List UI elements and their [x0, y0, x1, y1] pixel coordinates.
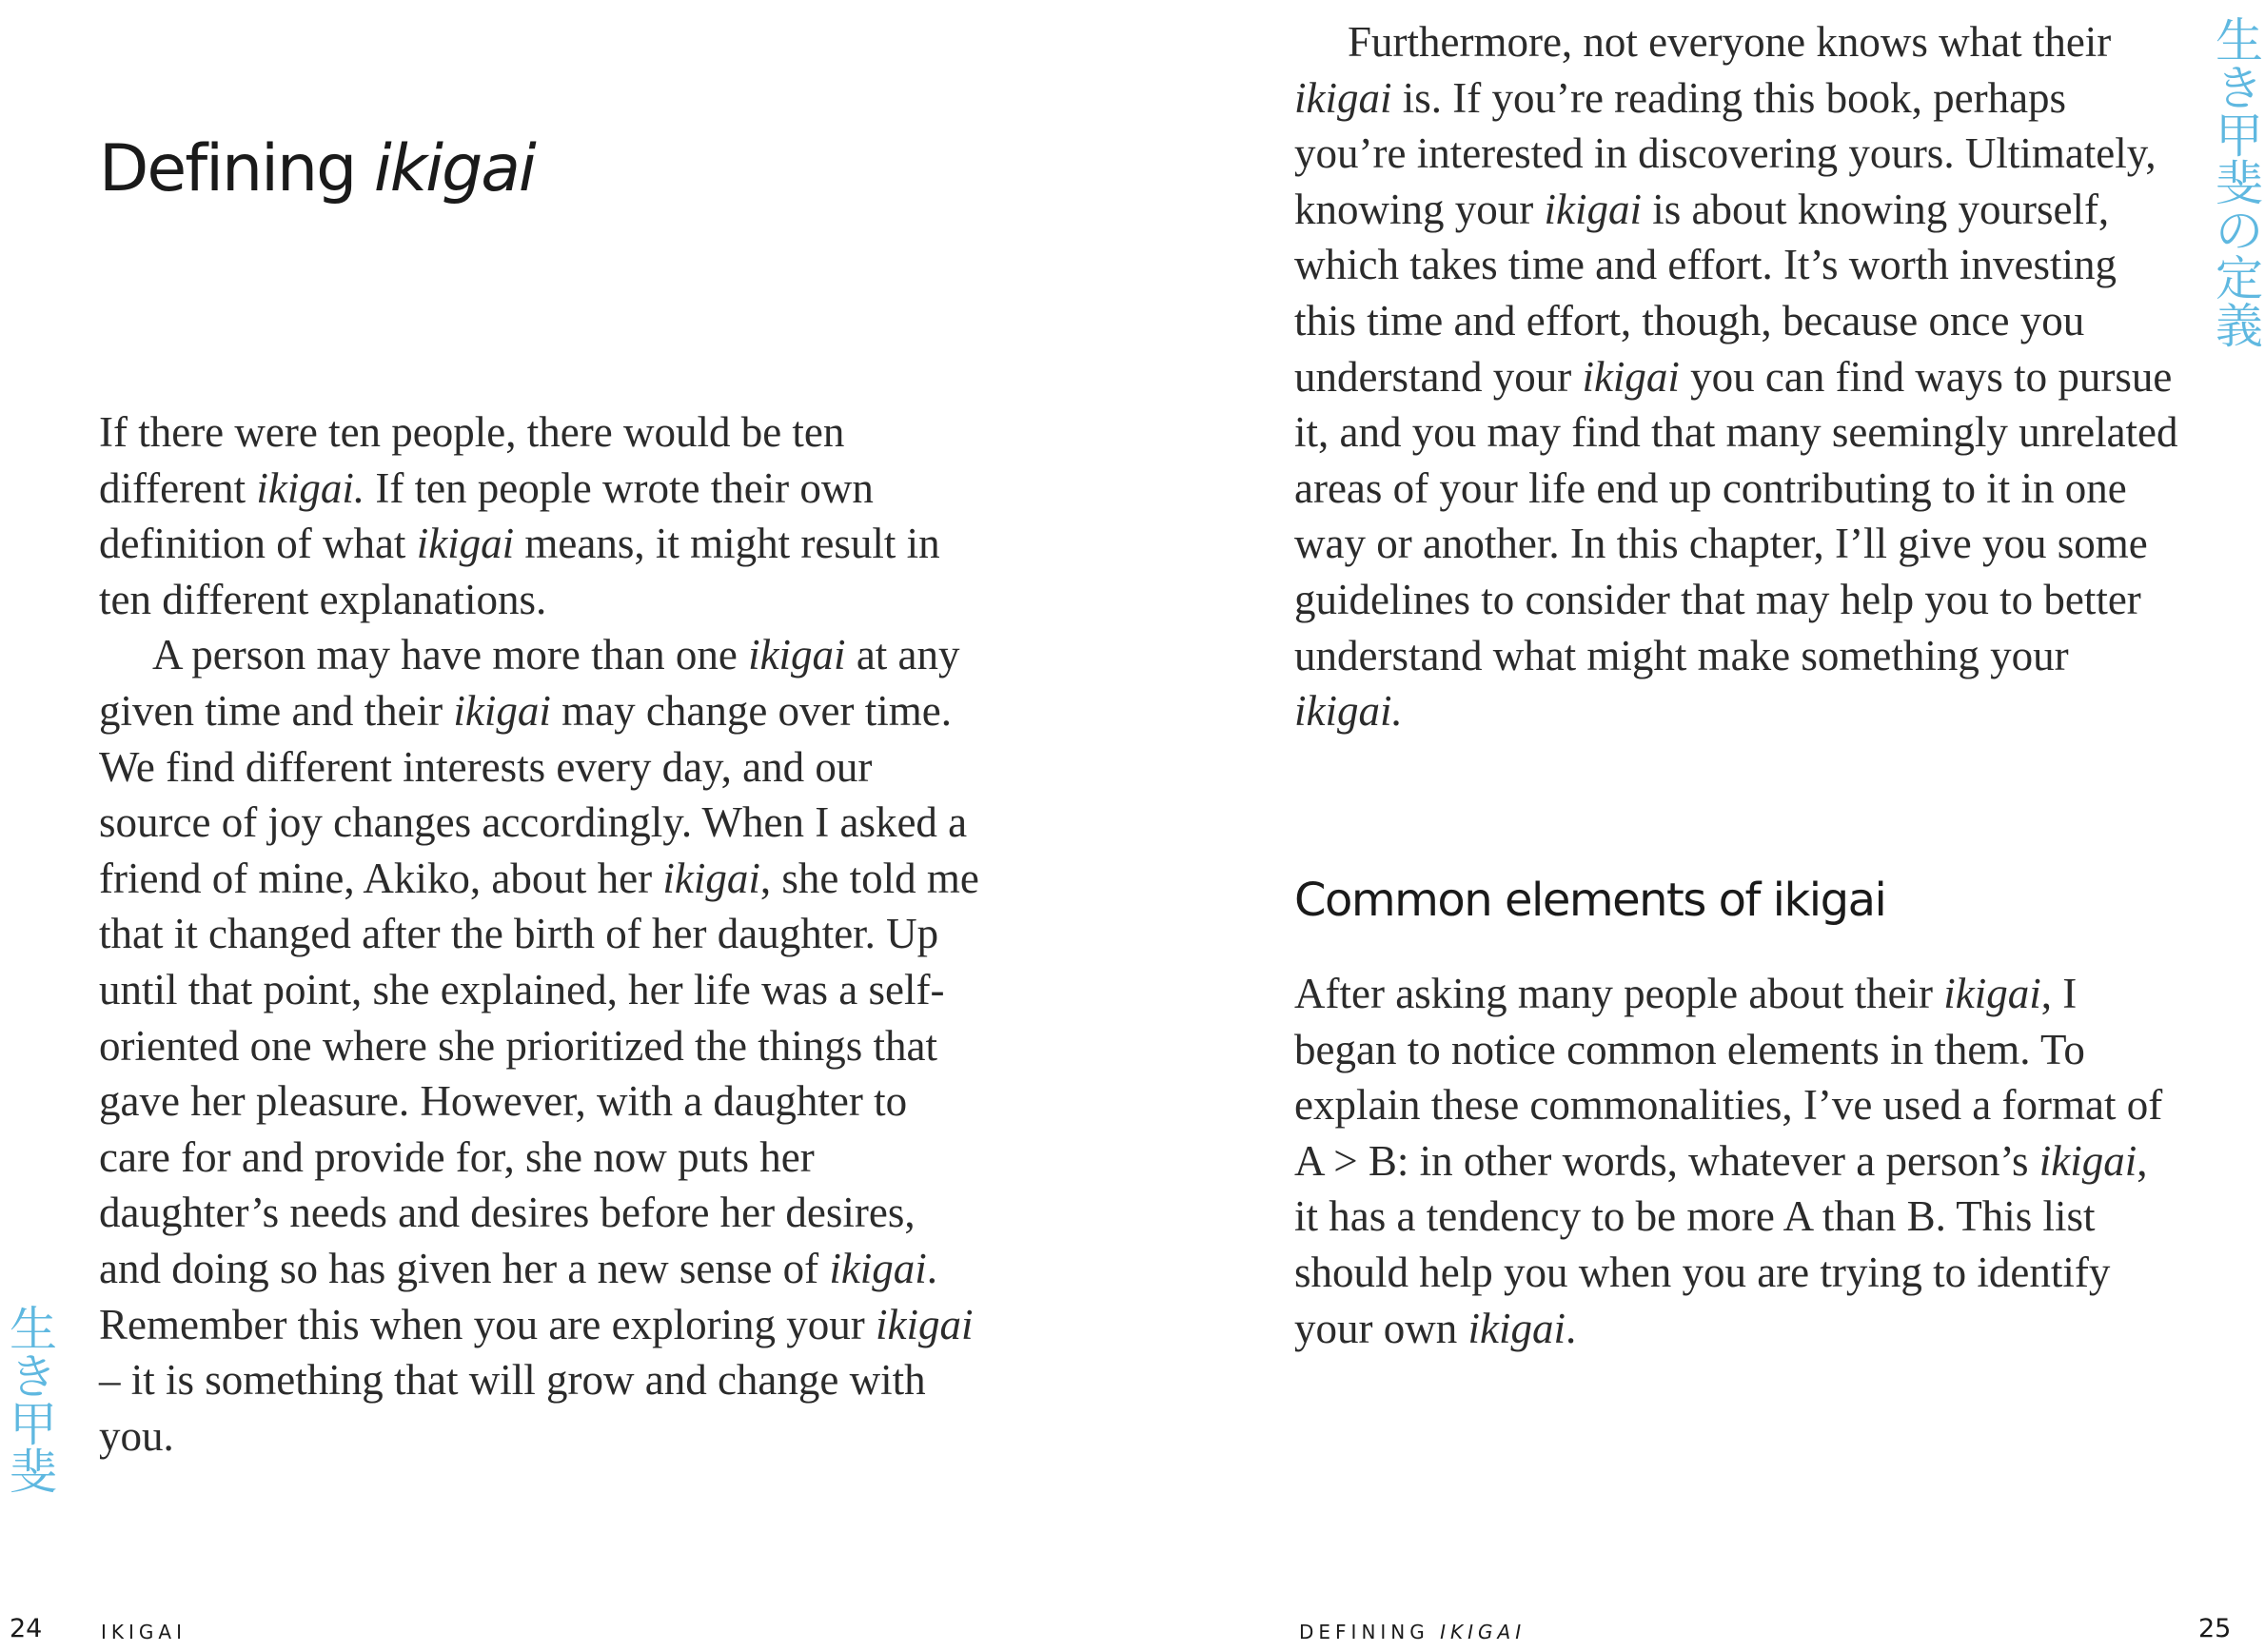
- text-run: – it is something that will grow and change with you.: [99, 1356, 926, 1460]
- kanji-character: 甲: [2216, 108, 2263, 164]
- right_page.paragraphs_bottom-paragraph: [1294, 966, 2179, 1356]
- italic-run: ikigai: [2038, 1136, 2137, 1185]
- kanji-character: き: [2216, 61, 2263, 116]
- italic-run: ikigai: [1943, 970, 2041, 1017]
- kanji-character: 生: [2216, 13, 2263, 69]
- kanji-character: 斐: [2216, 156, 2263, 211]
- kanji-character: 定: [2216, 251, 2263, 306]
- right_page.paragraphs_top-paragraph: [1294, 14, 2179, 739]
- chapter-title: [99, 131, 535, 206]
- right-body-text-top: [1294, 14, 2179, 739]
- page-number-right: 25: [2198, 1614, 2232, 1643]
- section-heading: Common elements of ikigai: [1294, 874, 1886, 927]
- left_page.paragraphs-paragraph: [99, 404, 984, 627]
- italic-run: ikigai: [1544, 185, 1642, 233]
- kanji-character: 斐: [10, 1445, 57, 1500]
- italic-run: ikigai.: [1294, 687, 1403, 736]
- left-page: [0, 0, 1132, 1652]
- italic-run: ikigai: [662, 854, 760, 902]
- italic-run: ikigai: [453, 686, 551, 735]
- italic-run: ikigai: [748, 631, 846, 679]
- text-run: After asking many people about their: [1294, 970, 1944, 1017]
- left-kanji-vertical: [4, 1302, 63, 1500]
- italic-run: ikigai: [416, 520, 515, 568]
- page-number-left: 24: [10, 1614, 43, 1643]
- left-body-text: [99, 404, 984, 1464]
- italic-run: ikigai: [829, 1244, 927, 1292]
- running-head-left: IKIGAI: [101, 1621, 187, 1643]
- italic-run: ikigai.: [256, 463, 365, 512]
- text-run: . Remember this when you are exploring your: [99, 1244, 938, 1348]
- text-run: If there were ten people, there would be ten different: [99, 408, 845, 512]
- chapter-title-plain: Defining: [99, 131, 374, 206]
- kanji-character: の: [2216, 204, 2263, 259]
- kanji-character: 義: [2216, 299, 2263, 354]
- italic-run: ikigai: [1294, 73, 1392, 122]
- running-head-right-plain: DEFINING: [1299, 1621, 1441, 1643]
- text-run: , I began to notice common elements in them. To explain these commonalities, I’ve used a format of A > B: in other words, whatever a person’s: [1294, 970, 2163, 1185]
- running-head-right: [1299, 1621, 1526, 1643]
- text-run: you can find ways to pursue it, and you may find that many seemingly unrelated areas of your life end up contributing to it in one way or another. In this chapter, I’ll give you some guidelines to consider that may help you to better understand what might make something your: [1294, 352, 2178, 679]
- italic-run: ikigai: [1467, 1304, 1566, 1352]
- kanji-character: き: [10, 1349, 57, 1405]
- kanji-character: 甲: [10, 1397, 57, 1452]
- text-run: , she told me that it changed after the birth of her daughter. Up until that point, she explained, her life was a self-oriented one where she prioritized the things that gave her pleasure. However, with a daughter to care for and provide for, she now puts her daughter’s needs and desires before her desires, and doing so has given her a new sense of: [99, 854, 979, 1292]
- text-run: Furthermore, not everyone knows what their: [1348, 18, 2112, 66]
- right-body-text-bottom: [1294, 966, 2179, 1356]
- italic-run: ikigai: [1582, 352, 1680, 401]
- text-run: is about knowing yourself, which takes time and effort. It’s worth investing this time and effort, though, because once you understand your: [1294, 185, 2117, 401]
- left_page.paragraphs-paragraph: [99, 627, 984, 1464]
- text-run: .: [1565, 1304, 1577, 1352]
- chapter-title-italic: ikigai: [373, 131, 535, 206]
- right-kanji-vertical: [2210, 13, 2265, 354]
- text-run: A person may have more than one: [152, 631, 749, 679]
- text-run: If ten people wrote their own definition of what: [99, 463, 874, 568]
- text-run: , it has a tendency to be more A than B. This list should help you when you are trying to identify your own: [1294, 1136, 2148, 1352]
- running-head-right-italic: IKIGAI: [1440, 1621, 1526, 1643]
- italic-run: ikigai: [876, 1300, 974, 1348]
- text-run: is. If you’re reading this book, perhaps you’re interested in discovering yours. Ultimately, knowing your: [1294, 73, 2157, 233]
- kanji-character: 生: [10, 1302, 57, 1357]
- text-run: means, it might result in ten different explanations.: [99, 520, 940, 623]
- text-run: at any given time and their: [99, 631, 960, 735]
- right-page: [1132, 0, 2265, 1652]
- text-run: may change over time. We find different interests every day, and our source of joy changes accordingly. When I asked a friend of mine, Akiko, about her: [99, 686, 968, 902]
